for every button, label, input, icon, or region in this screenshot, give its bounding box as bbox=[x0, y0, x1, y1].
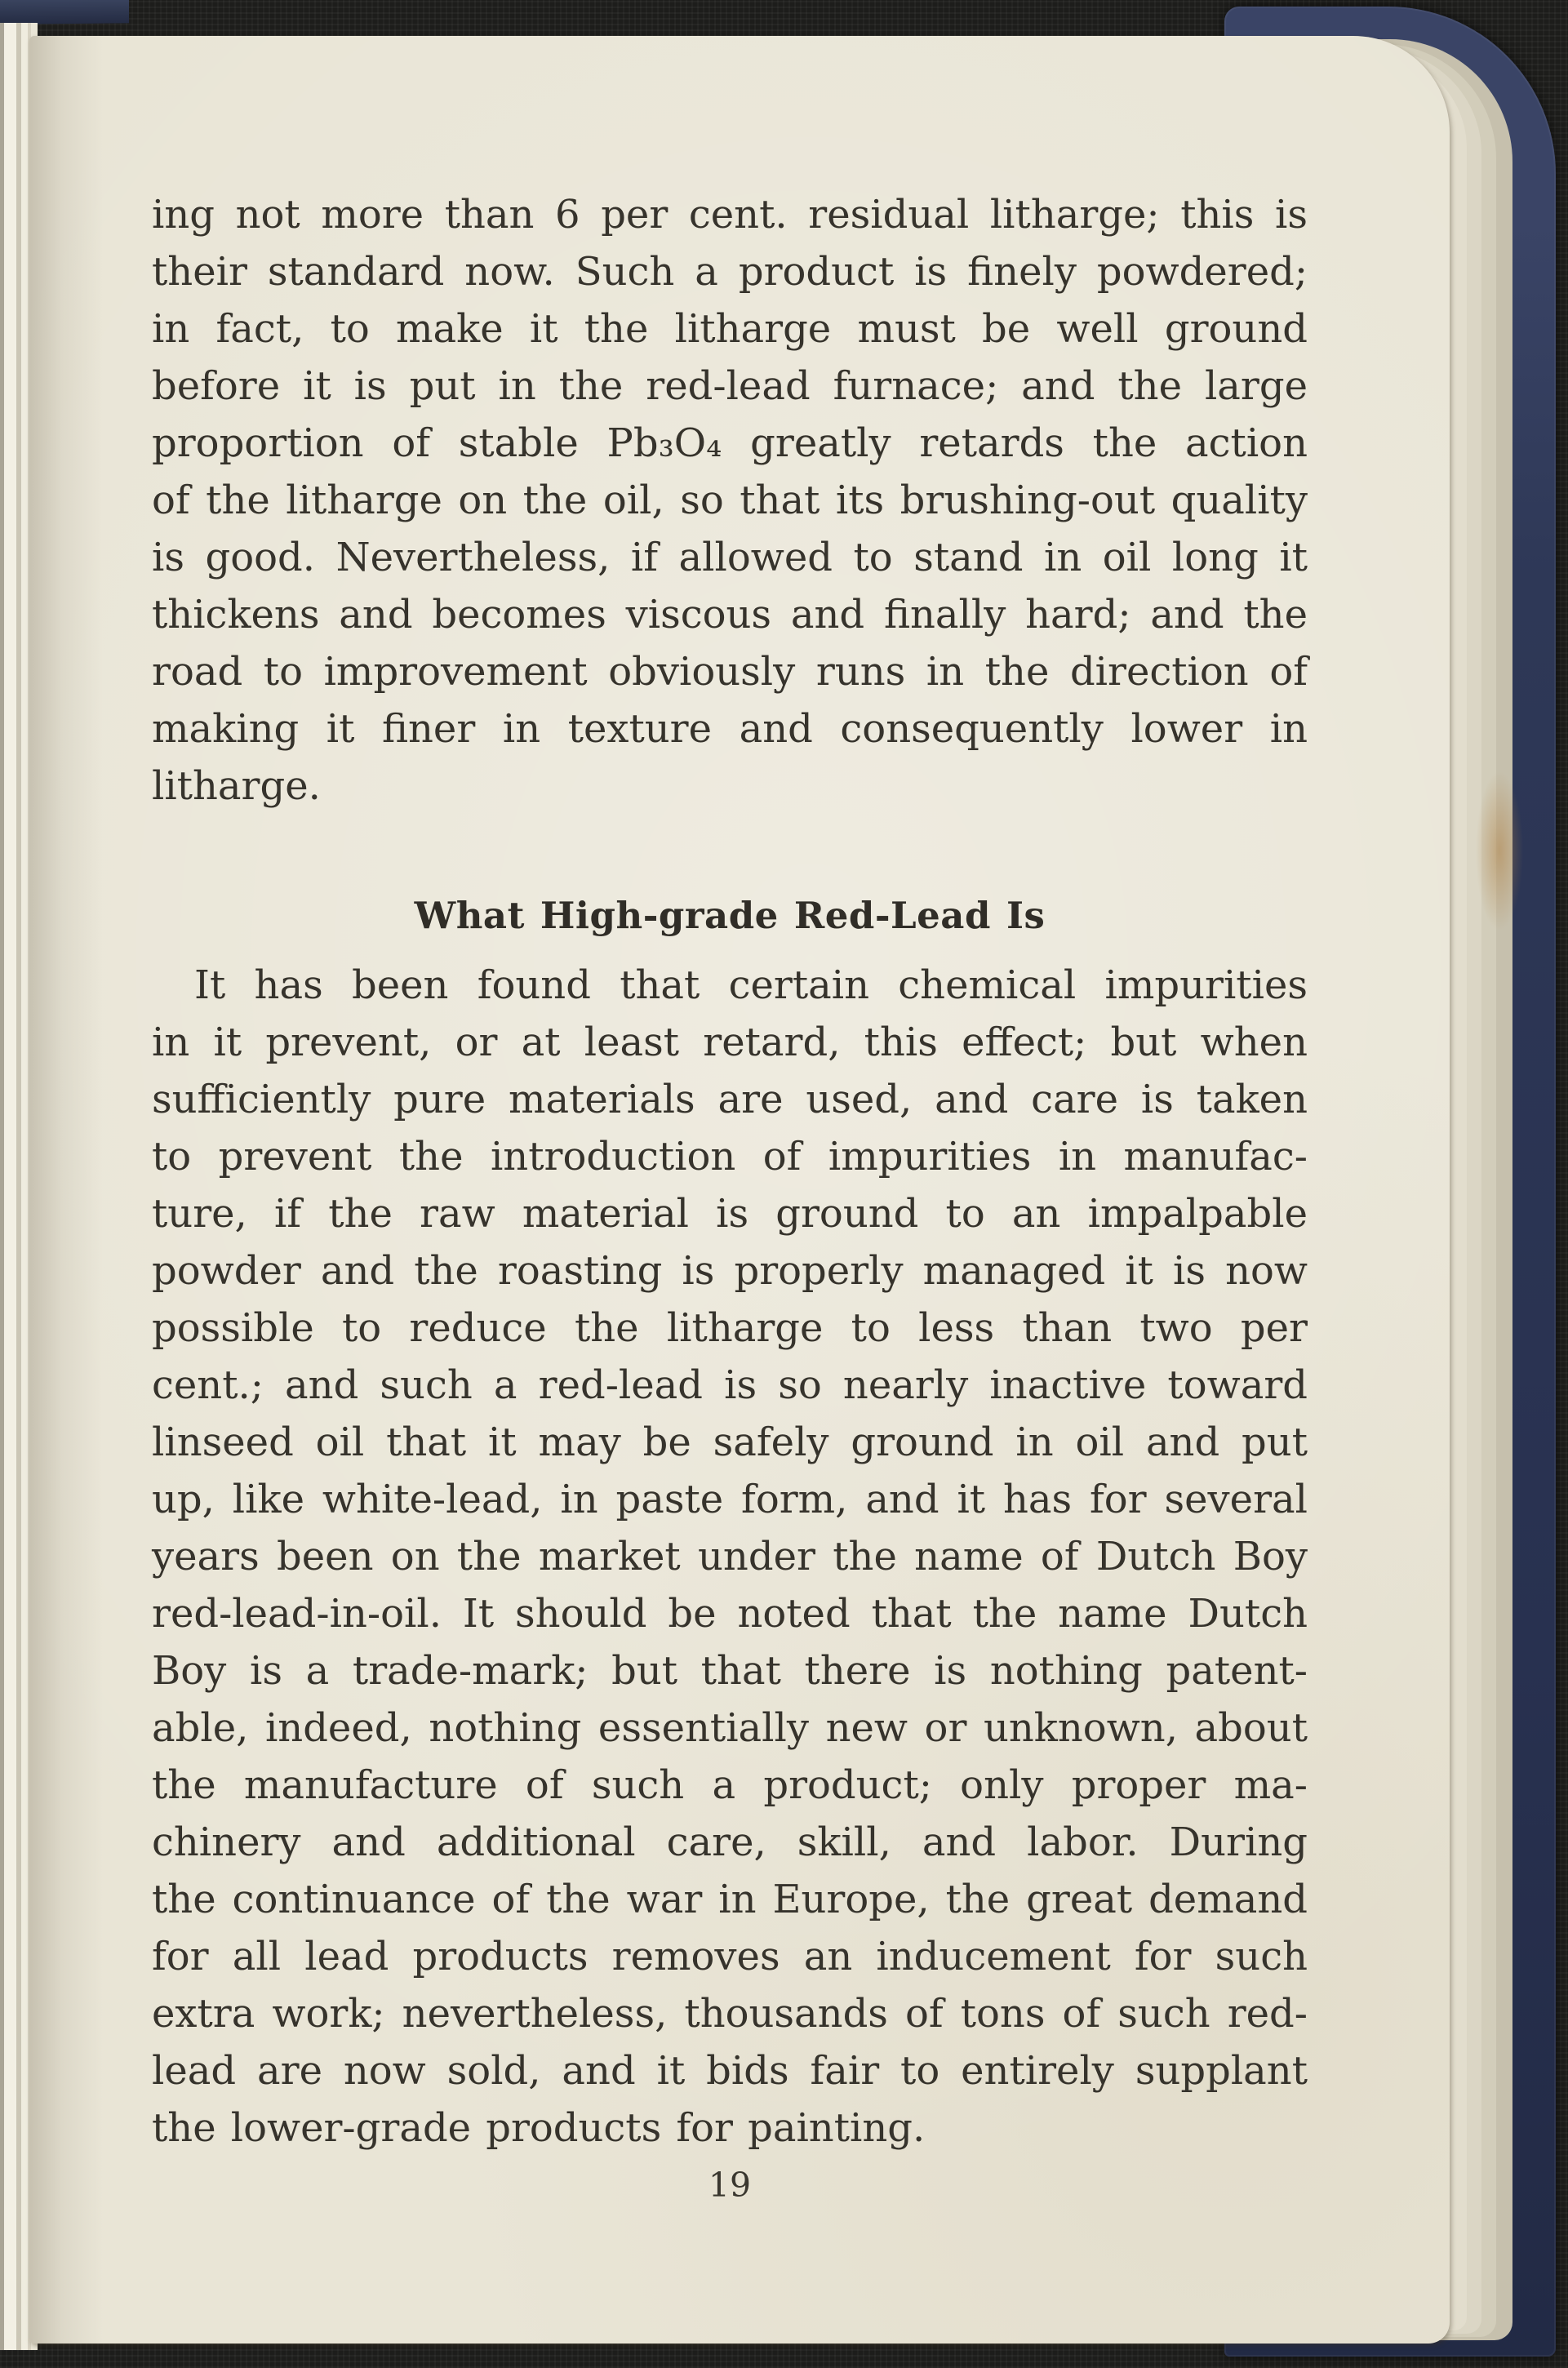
text-line: proportion of stable Pb₃O₄ greatly retards the action bbox=[152, 420, 1308, 466]
text-line: is good. Nevertheless, if allowed to stand in oil long it bbox=[152, 535, 1308, 580]
text-line: ture, if the raw material is ground to an impalpable bbox=[152, 1191, 1308, 1237]
text-line: the lower-grade products for painting. bbox=[152, 2105, 926, 2151]
text-line: in it prevent, or at least retard, this effect; but when bbox=[152, 1020, 1308, 1065]
text-line: sufficiently pure materials are used, and care is taken bbox=[152, 1077, 1308, 1122]
text-line: their standard now. Such a product is finely powdered; bbox=[152, 249, 1308, 295]
text-line: red-lead-in-oil. It should be noted that the name Dutch bbox=[152, 1591, 1308, 1637]
text-line: cent.; and such a red-lead is so nearly inactive toward bbox=[152, 1362, 1308, 1408]
text-line: extra work; nevertheless, thousands of tons of such red- bbox=[152, 1991, 1308, 2037]
text-line: thickens and becomes viscous and finally hard; and the bbox=[152, 592, 1308, 638]
paragraph-continuation bbox=[152, 186, 1308, 815]
text-line: It has been found that certain chemical impurities bbox=[194, 962, 1308, 1008]
text-line: to prevent the introduction of impurities in manufac- bbox=[152, 1134, 1308, 1180]
text-line: able, indeed, nothing essentially new or unknown, about bbox=[152, 1705, 1308, 1751]
section-paragraph bbox=[152, 957, 1308, 2157]
page-number: 19 bbox=[708, 2166, 752, 2205]
page-text-block bbox=[152, 186, 1308, 2212]
worn-page-edge-stain bbox=[1476, 771, 1523, 931]
text-line: possible to reduce the litharge to less than two per bbox=[152, 1305, 1308, 1351]
text-line: road to improvement obviously runs in the direction of bbox=[152, 649, 1308, 695]
text-line: making it finer in texture and consequently lower in bbox=[152, 706, 1308, 752]
text-line: years been on the market under the name of Dutch Boy bbox=[152, 1534, 1308, 1579]
text-line: lead are now sold, and it bids fair to entirely supplant bbox=[152, 2048, 1308, 2094]
gutter-shadow bbox=[29, 36, 103, 2344]
text-line: before it is put in the red-lead furnace; and the large bbox=[152, 363, 1308, 409]
text-line: the continuance of the war in Europe, the great demand bbox=[152, 1877, 1308, 1922]
text-line: chinery and additional care, skill, and labor. During bbox=[152, 1819, 1308, 1865]
text-line: up, like white-lead, in paste form, and it has for several bbox=[152, 1477, 1308, 1522]
text-line: ing not more than 6 per cent. residual litharge; this is bbox=[152, 192, 1308, 238]
section-heading: What High-grade Red-Lead Is bbox=[414, 894, 1046, 937]
text-line: powder and the roasting is properly managed it is now bbox=[152, 1248, 1308, 1294]
text-line: litharge. bbox=[152, 763, 321, 809]
book-cover-top-left-corner bbox=[0, 0, 129, 24]
text-line: of the litharge on the oil, so that its brushing-out quality bbox=[152, 478, 1308, 523]
text-line: linseed oil that it may be safely ground in oil and put bbox=[152, 1419, 1308, 1465]
text-line: in fact, to make it the litharge must be well ground bbox=[152, 306, 1308, 352]
text-line: for all lead products removes an inducement for such bbox=[152, 1934, 1308, 1979]
book-page bbox=[29, 36, 1450, 2344]
text-line: Boy is a trade-mark; but that there is nothing patent- bbox=[152, 1648, 1308, 1694]
text-line: the manufacture of such a product; only proper ma- bbox=[152, 1762, 1308, 1808]
